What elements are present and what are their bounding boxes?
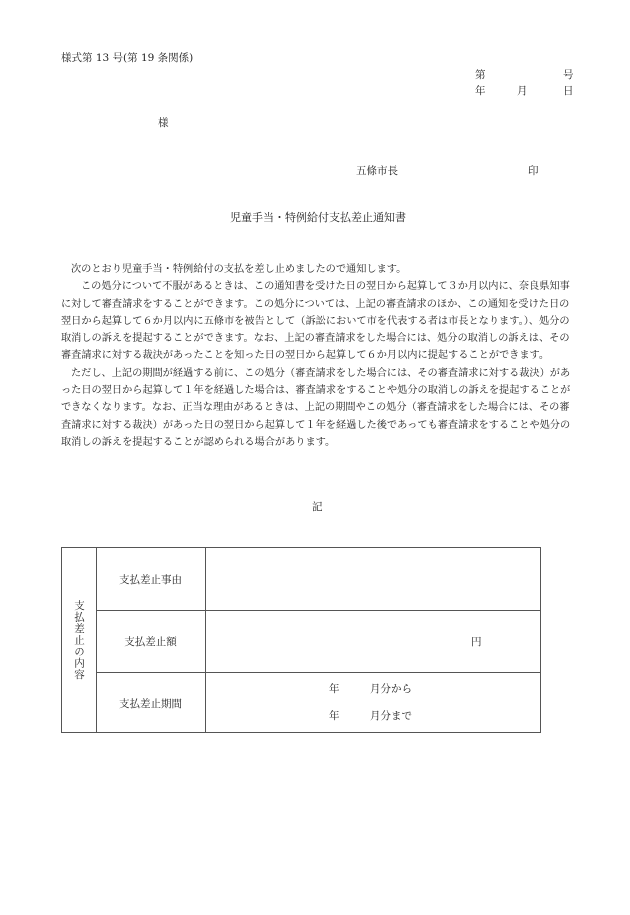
date-year: 年 (475, 85, 486, 97)
number-suffix: 号 (563, 69, 574, 81)
amount-unit: 円 (471, 635, 482, 648)
number-prefix: 第 (475, 69, 486, 81)
period-from-month: 月分から (370, 683, 412, 695)
row-period-label: 支払差止期間 (119, 697, 182, 710)
row-reason-label: 支払差止事由 (119, 573, 182, 586)
addressee-suffix: 様 (158, 117, 169, 129)
period-to-month: 月分まで (370, 710, 412, 722)
document-title: 児童手当・特例給付支払差止通知書 (230, 211, 406, 224)
seal-mark: 印 (528, 165, 539, 177)
ki-heading: 記 (312, 501, 323, 513)
date-day: 日 (563, 85, 574, 97)
notice-body (61, 261, 576, 451)
period-to-year: 年 (329, 710, 340, 722)
form-number: 様式第 13 号(第 19 条関係) (61, 52, 194, 64)
date-month: 月 (517, 85, 528, 97)
period-from-year: 年 (329, 683, 340, 695)
suspension-details-table (61, 547, 541, 733)
body-paragraph-1: 次のとおり児童手当・特例給付の支払を差し止めましたので通知します。 (71, 264, 407, 275)
row-reason-value[interactable] (205, 548, 540, 610)
row-period-value[interactable] (205, 672, 540, 734)
body-paragraph-2: この処分について不服があるときは、この通知書を受けた日の翌日から起算して３か月以内に、奈良県知事に対して審査請求をすることができます。この処分については、上記の審査請求のほか、この通知を受けた日の翌日から起算して６か月以内に五條市を被告として（訴訟において市を代表する者は市長となります。）、処分の取消しの訴えを提起することができます。なお、上記の審査請求をした場合には、処分の取消しの訴えは、その審査請求に対する裁決があったことを知った日の翌日から起算して６か月以内に提起することができます。 (61, 281, 570, 362)
body-paragraph-3: ただし、上記の期間が経過する前に、この処分（審査請求をした場合には、その審査請求に対する裁決）があった日の翌日から起算して１年を経過した場合は、審査請求をすることや処分の取消しの訴えを提起することができなくなります。なお、正当な理由があるときは、上記の期間やこの処分（審査請求をした場合には、その審査請求に対する裁決）があった日の翌日から起算して１年を経過した後であっても審査請求をすることや処分の取消しの訴えを提起することが認められる場合があります。 (61, 367, 571, 448)
side-label-text: 支払差止の内容 (73, 599, 85, 681)
row-amount-label: 支払差止額 (124, 635, 177, 648)
table-side-label (62, 548, 96, 732)
issuer-name: 五條市長 (356, 165, 398, 177)
row-amount-value[interactable] (205, 610, 540, 672)
